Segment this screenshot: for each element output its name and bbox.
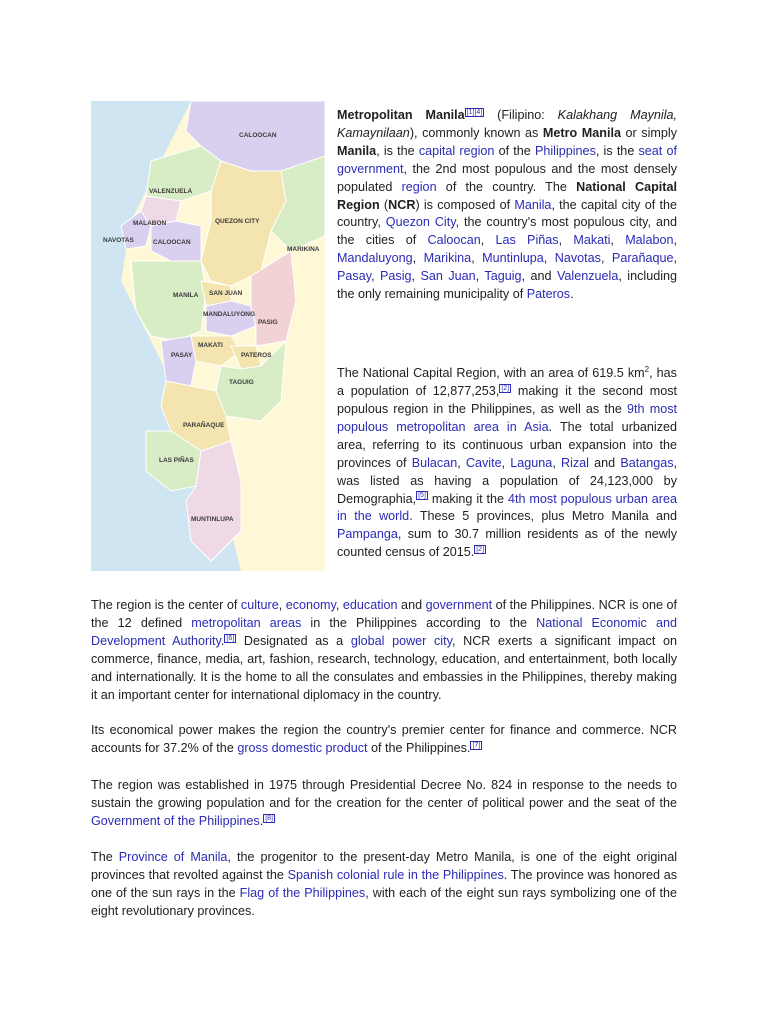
link-marikina[interactable]: Marikina	[423, 251, 472, 266]
map-label: CALOOCAN	[239, 132, 277, 139]
link-pateros[interactable]: Pateros	[526, 287, 571, 302]
link-mandaluyong[interactable]: Mandaluyong	[337, 251, 413, 266]
link-san-juan[interactable]: San Juan	[420, 269, 476, 284]
link-government[interactable]: government	[425, 598, 493, 612]
link-rizal[interactable]: Rizal	[560, 455, 589, 470]
link-flag-of-philippines[interactable]: Flag of the Philippines	[239, 885, 366, 900]
map-label: MUNTINLUPA	[191, 516, 234, 523]
link-neda[interactable]: National Economic and Development Authority	[91, 615, 677, 648]
link-quezon-city[interactable]: Quezon City	[385, 215, 456, 230]
reference-link[interactable]: [1][4]	[466, 108, 483, 116]
map-label: PASAY	[171, 352, 193, 359]
reference-link[interactable]: [2]	[476, 546, 485, 554]
map-label: PASIG	[258, 319, 278, 326]
map-label: MARIKINA	[287, 246, 320, 253]
link-batangas[interactable]: Batangas	[620, 455, 674, 470]
link-caloocan[interactable]: Caloocan	[427, 233, 481, 248]
reference-link[interactable]: [8]	[265, 814, 274, 822]
region-pasay	[161, 336, 196, 386]
link-muntinlupa[interactable]: Muntinlupa	[482, 251, 544, 266]
map-label: CALOOCAN	[153, 239, 191, 246]
link-metropolitan-areas[interactable]: metropolitan areas	[191, 615, 302, 630]
link-navotas[interactable]: Navotas	[554, 251, 601, 266]
link-pasay[interactable]: Pasay	[337, 269, 372, 284]
link-seat-of-government[interactable]: seat of government	[337, 143, 677, 176]
link-philippines[interactable]: Philippines	[534, 143, 596, 158]
link-laguna[interactable]: Laguna	[510, 455, 553, 470]
reference-link[interactable]: [2]	[501, 384, 510, 392]
link-malabon[interactable]: Malabon	[625, 233, 674, 248]
map-label: MANDALUYONG	[203, 311, 255, 318]
map-label: VALENZUELA	[149, 188, 193, 195]
link-capital-region[interactable]: capital region	[418, 143, 495, 158]
link-global-power-city[interactable]: global power city	[350, 633, 452, 648]
population-paragraph: The National Capital Region, with an area of 619.5 $km^2$, has a population of 12,877,253, [2] making it the second most populous region in the Philippines, as well as the 9th most populous metropolitan area in Asia. The total urbanized area, referring to its continuous urban expansion into the provinces of Bulacan, Cavite, Laguna, Rizal and Batangas, was listed as having a population of 24,123,000 by Demographia, [5] making it the 4th most populous urban area in the world. These 5 provinces, plus Metro Manila and Pampanga, sum to 30.7 million residents as of the newly counted census of 2015. [2]	[337, 365, 678, 560]
link-valenzuela[interactable]: Valenzuela	[556, 269, 619, 284]
history-paragraph: The region was established in 1975 through Presidential Decree No. 824 in response to the needs to sustain the growing population and for the creation for the center of political power and the seat of the Government of the Philippines. [8]	[91, 778, 677, 828]
province-paragraph: The Province of Manila, the progenitor to the present-day Metro Manila, is one of the eight original provinces that revolted against the Spanish colonial rule in the Philippines. The province was honored as one of the sun rays in the Flag of the Philippines, with each of the eight sun rays symbolizing one of the eight revolutionary provinces.	[91, 850, 678, 918]
map-label: PATEROS	[241, 352, 272, 359]
map-label: TAGUIG	[229, 379, 254, 386]
map-label: QUEZON CITY	[215, 218, 260, 225]
link-government-of-philippines[interactable]: Government of the Philippines	[91, 813, 260, 828]
reference-link[interactable]: [5]	[418, 492, 426, 500]
link-las-pinas[interactable]: Las Piñas	[495, 233, 559, 248]
link-pampanga[interactable]: Pampanga	[337, 527, 398, 542]
metro-manila-map	[91, 101, 325, 571]
link-education[interactable]: education	[342, 598, 398, 612]
link-spanish-colonial-rule[interactable]: Spanish colonial rule in the Philippines	[287, 867, 504, 882]
link-province-of-manila[interactable]: Province of Manila	[118, 850, 228, 864]
link-manila[interactable]: Manila	[514, 197, 552, 212]
map-label: MANILA	[173, 292, 199, 299]
link-4th-populous-urban-area[interactable]: 4th most populous urban area in the world	[337, 491, 677, 524]
map-label: MALABON	[133, 220, 167, 227]
intro-paragraph: Metropolitan Manila [1][4] (Filipino: Kalakhang Maynila, Kamaynilaan), commonly known as Metro Manila or simply Manila, is the capital region of the Philippines, is the seat of government, the 2nd most populous and the most densely populated region of the country. The National Capital Region (NCR) is composed of Manila, the capital city of the country, Quezon City, the country's most populous city, and the cities of Caloocan, Las Piñas, Makati, Malabon, Mandaluyong, Marikina, Muntinlupa, Navotas, Parañaque, Pasay, Pasig, San Juan, Taguig, and Valenzuela, including the only remaining municipality of Pateros.	[337, 108, 678, 302]
map-graphic	[91, 101, 325, 571]
link-region[interactable]: region	[401, 179, 437, 194]
link-culture[interactable]: culture	[240, 598, 279, 612]
link-gdp[interactable]: gross domestic product	[237, 740, 368, 755]
economy-paragraph: Its economical power makes the region the country's premier center for finance and commerce. NCR accounts for 37.2% of the gross domestic product of the Philippines. [7]	[91, 723, 677, 755]
map-label: MAKATI	[198, 342, 223, 349]
center-paragraph: The region is the center of culture, economy, education and government of the Philippines. NCR is one of the 12 defined metropolitan areas in the Philippines according to the National Economic and Development Authority. [6] Designated as a global power city, NCR exerts a significant impact on commerce, finance, media, art, fashion, research, technology, education, and entertainment, both locally and internationally. It is the home to all the consulates and embassies in the Philippines, thereby making it an important center for international diplomacy in the country.	[91, 598, 678, 702]
link-cavite[interactable]: Cavite	[465, 455, 502, 470]
map-label: PARAÑAQUE	[183, 422, 225, 429]
reference-link[interactable]: [6]	[226, 634, 235, 642]
link-pasig[interactable]: Pasig	[380, 269, 412, 284]
link-bulacan[interactable]: Bulacan	[411, 455, 458, 470]
link-9th-populous-asia[interactable]: 9th most populous metropolitan area in Asia	[337, 402, 677, 434]
reference-link[interactable]: [7]	[472, 741, 481, 749]
map-label: NAVOTAS	[103, 237, 134, 244]
link-economy[interactable]: economy	[285, 598, 336, 612]
link-makati[interactable]: Makati	[573, 233, 611, 248]
map-label: LAS PIÑAS	[159, 457, 194, 464]
link-taguig[interactable]: Taguig	[484, 269, 522, 284]
map-label: SAN JUAN	[209, 290, 243, 297]
link-paranaque[interactable]: Parañaque	[611, 251, 674, 266]
